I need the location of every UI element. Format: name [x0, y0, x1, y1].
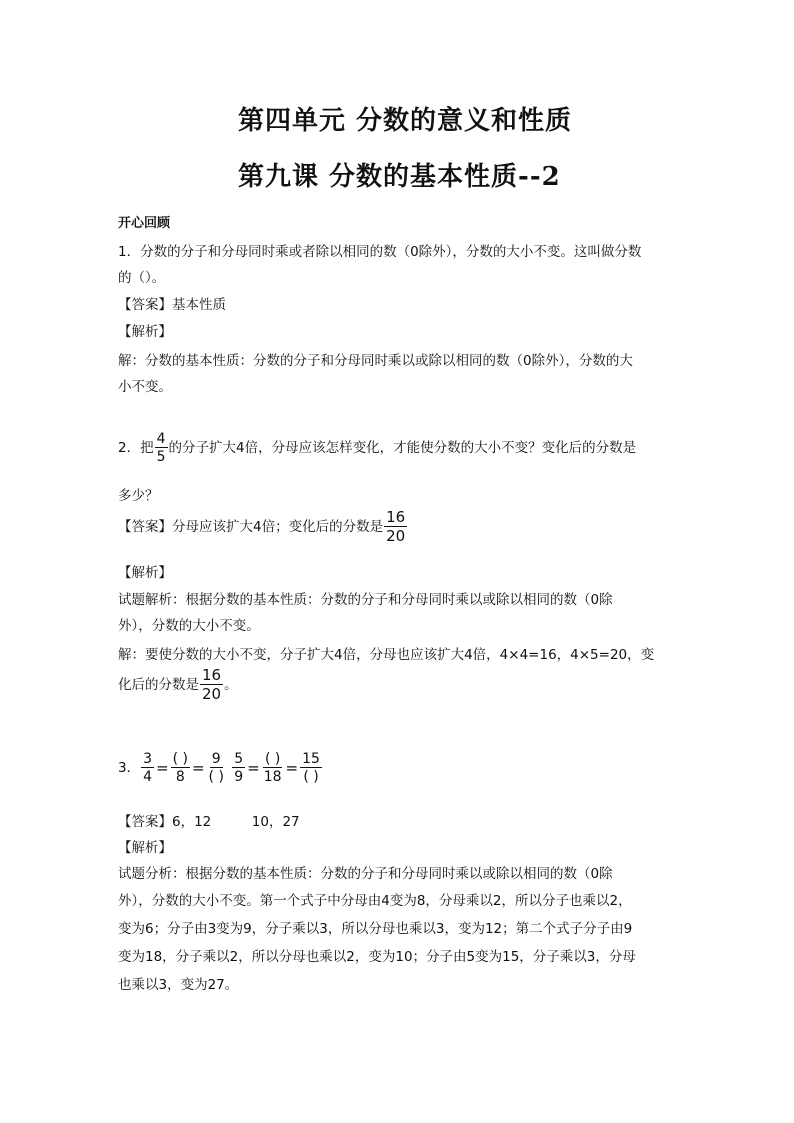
q3-prefix: 3．: [118, 760, 141, 776]
q3-fraction-2: [171, 752, 190, 784]
q2-text-line2: 多少？: [118, 488, 159, 504]
q2-answer-fraction: [384, 510, 407, 544]
q2-suffix: 的分子扩大4倍，分母应该怎样变化，才能使分数的大小不变？变化后的分数是: [168, 440, 637, 456]
q1-text-line1: 1．分数的分子和分母同时乘或者除以相同的数（0除外），分数的大小不变。这叫做分数: [118, 244, 642, 260]
q2-analysis-numerator: 16: [202, 666, 222, 684]
q3-f1-numerator: 3: [143, 751, 153, 767]
q3-f2-numerator: ( ): [172, 751, 188, 767]
q3-equals-1: =: [156, 759, 169, 777]
q3-fraction-6: [300, 752, 322, 784]
q3-f6-numerator: 15: [302, 751, 320, 767]
q3-f6-denominator: ( ): [303, 769, 319, 785]
section-heading: 开心回顾: [118, 216, 171, 231]
q2-analysis-line1: 试题解析：根据分数的基本性质：分数的分子和分母同时乘以或除以相同的数（0除: [118, 592, 613, 608]
q3-analysis-line4: 变为18，分子乘以2，所以分母也乘以2，变为10；分子由5变为15，分子乘以3，分母: [118, 949, 636, 965]
q1-analysis-line2: 小不变。: [118, 379, 172, 395]
q3-fraction-4: [232, 752, 245, 784]
q3-f4-numerator: 5: [234, 751, 244, 767]
q3-equals-3: =: [247, 759, 260, 777]
q3-analysis-label: 【解析】: [118, 840, 172, 856]
q3-equals-4: =: [285, 759, 299, 777]
q2-answer: [118, 510, 408, 544]
q2-analysis-label: 【解析】: [118, 565, 172, 581]
q2-answer-text: 【答案】分母应该扩大4倍；变化后的分数是: [118, 519, 384, 535]
q3-analysis-line3: 变为6；分子由3变为9，分子乘以3，所以分母也乘以3，变为12；第二个式子分子由9: [118, 921, 633, 937]
q2-fraction-numerator: 4: [156, 431, 166, 447]
q3-fraction-1: [141, 752, 154, 784]
q2-text-line1: [118, 432, 636, 464]
q3-f3-denominator: ( ): [208, 769, 224, 785]
q2-fraction: [155, 432, 168, 464]
q3-fraction-3: [207, 752, 226, 784]
q3-f5-denominator: 18: [263, 769, 282, 785]
page-title: 第四单元 分数的意义和性质: [238, 106, 573, 136]
q2-analysis-line4-text: 化后的分数是: [118, 677, 199, 693]
q2-fraction-denominator: 5: [156, 449, 166, 465]
q3-equations: [118, 752, 323, 784]
q3-f5-numerator: ( ): [264, 751, 281, 767]
q2-answer-denominator: 20: [386, 527, 406, 545]
q2-analysis-line3: 解：要使分数的大小不变，分子扩大4倍，分母也应该扩大4倍，4×4=16，4×5=20，变: [118, 647, 655, 663]
q2-analysis-line4: [118, 668, 238, 702]
q1-analysis-line1: 解：分数的基本性质：分数的分子和分母同时乘以或除以相同的数（0除外），分数的大: [118, 353, 633, 369]
q3-f2-denominator: 8: [175, 769, 185, 785]
q3-fraction-5: [262, 752, 284, 784]
q2-analysis-line2: 外），分数的大小不变。: [118, 618, 260, 634]
q2-answer-numerator: 16: [386, 508, 406, 526]
q3-analysis-line2: 外），分数的大小不变。第一个式子中分母由4变为8，分母乘以2，所以分子也乘以2，: [118, 893, 632, 909]
q2-analysis-denominator: 20: [202, 685, 222, 703]
q3-f1-denominator: 4: [143, 769, 153, 785]
q3-analysis-line1: 试题分析：根据分数的基本性质：分数的分子和分母同时乘以或除以相同的数（0除: [118, 866, 613, 882]
q1-analysis-label: 【解析】: [118, 324, 172, 340]
q3-analysis-line5: 也乘以3，变为27。: [118, 977, 239, 993]
q3-equals-2: =: [191, 759, 205, 777]
q2-analysis-fraction: [200, 668, 223, 702]
q3-f4-denominator: 9: [234, 769, 244, 785]
q2-prefix: 2．把: [118, 440, 154, 456]
q3-f3-numerator: 9: [211, 751, 221, 767]
q2-analysis-end: 。: [224, 677, 238, 693]
q3-answer: 【答案】6，12 10，27: [118, 814, 300, 830]
q1-text-line2: 的（）。: [118, 270, 166, 286]
q1-answer: 【答案】基本性质: [118, 297, 226, 313]
page-subtitle: 第九课 分数的基本性质--2: [238, 162, 561, 192]
